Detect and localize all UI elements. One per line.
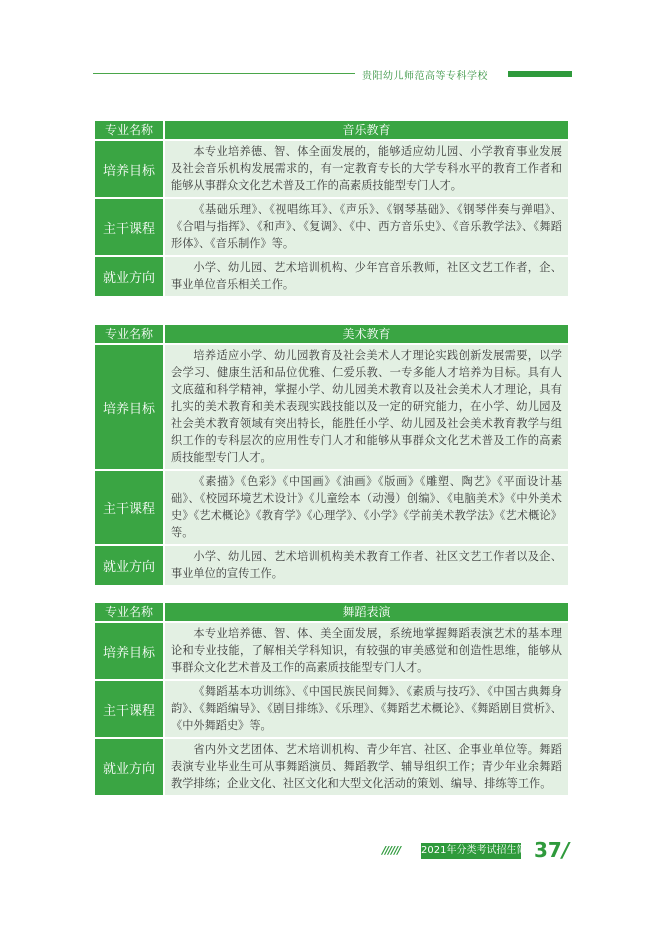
program-row-courses [95,471,568,544]
program-row-careers [95,257,568,296]
program-row-goal [95,141,568,197]
row-label: 就业方向 [95,257,163,296]
row-text: 《基础乐理》、《视唱练耳》、《声乐》、《钢琴基础》、《钢琴伴奏与弹唱》、《合唱与指挥》、《和声》、《复调》、《中、西方音乐史》、《音乐教学法》、《舞蹈形体》、《音乐制作》等。 [165,199,568,255]
row-label: 主干课程 [95,471,163,544]
program-row-goal [95,623,568,679]
row-text: 小学、幼儿园、艺术培训机构美术教育工作者、社区文艺工作者以及企、事业单位的宣传工作。 [165,546,568,585]
row-text: 本专业培养德、智、体、美全面发展，系统地掌握舞蹈表演艺术的基本理论和专业技能，了解相关学科知识，有较强的审美感觉和创造性思维，能够从事群众文化艺术普及工作的高素质技能型专门人才。 [165,623,568,679]
program-row-goal [95,345,568,469]
row-text: 省内外文艺团体、艺术培训机构、青少年宫、社区、企事业单位等。舞蹈表演专业毕业生可从事舞蹈演员、舞蹈教学、辅导组织工作；青少年业余舞蹈教学排练；企业文化、社区文化和大型文化活动的策划、编导、排练等工作。 [165,739,568,795]
row-label: 主干课程 [95,199,163,255]
program-name: 音乐教育 [165,121,568,139]
brochure-title: 2021年分类考试招生简章 [421,843,521,859]
row-label: 培养目标 [95,141,163,197]
program-row-careers [95,739,568,795]
column-label-major: 专业名称 [95,325,163,343]
program-header-row [95,603,568,621]
program-table-dance [93,601,570,797]
header-rule [93,73,355,74]
row-text: 培养适应小学、幼儿园教育及社会美术人才理论实践创新发展需要，以学会学习、健康生活和品位优雅、仁爱乐教、一专多能人才培养为目标。具有人文底蕴和科学精神，掌握小学、幼儿园美术教育以及社会美术人才理论，具有扎实的美术教育和美术表现实践技能以及一定的研究能力，在小学、幼儿园及社会美术教育领域有突出特长，能胜任小学、幼儿园及社会美术教育教学与组织工作的专科层次的应用性专门人才和能够从事群众文化艺术普及工作的高素质技能型专门人才。 [165,345,568,469]
program-header-row [95,121,568,139]
row-label: 培养目标 [95,345,163,469]
program-name: 美术教育 [165,325,568,343]
row-label: 就业方向 [95,739,163,795]
row-text: 小学、幼儿园、艺术培训机构、少年宫音乐教师，社区文艺工作者，企、事业单位音乐相关工作。 [165,257,568,296]
program-table-music [93,119,570,298]
header-accent-bar [508,71,572,77]
program-row-careers [95,546,568,585]
row-label: 培养目标 [95,623,163,679]
program-table-art [93,323,570,587]
column-label-major: 专业名称 [95,121,163,139]
page-number: 37 [534,838,562,862]
row-label: 就业方向 [95,546,163,585]
row-text: 《素描》《色彩》《中国画》《油画》《版画》《雕塑、陶艺》《平面设计基础》、《校园环境艺术设计》《儿童绘本（动漫）创编》、《电脑美术》《中外美术史》《艺术概论》《教育学》《心理学》、《小学》《学前美术教学法》《艺术概论》等。 [165,471,568,544]
footer-slash-decoration: / [562,838,570,862]
row-text: 本专业培养德、智、体全面发展的，能够适应幼儿园、小学教育事业发展及社会音乐机构发展需求的，有一定教育专长的大学专科水平的教育工作者和能够从事群众文化艺术普及工作的高素质技能型专门人才。 [165,141,568,197]
program-row-courses [95,681,568,737]
row-text: 《舞蹈基本功训练》、《中国民族民间舞》、《素质与技巧》、《中国古典舞身韵》、《舞蹈编导》、《剧目排练》、《乐理》、《舞蹈艺术概论》、《舞蹈剧目赏析》、《中外舞蹈史》等。 [165,681,568,737]
column-label-major: 专业名称 [95,603,163,621]
program-row-courses [95,199,568,255]
footer-slashes-decoration: ////// [382,844,401,857]
school-name: 贵阳幼儿师范高等专科学校 [362,71,488,82]
program-header-row [95,325,568,343]
row-label: 主干课程 [95,681,163,737]
program-name: 舞蹈表演 [165,603,568,621]
